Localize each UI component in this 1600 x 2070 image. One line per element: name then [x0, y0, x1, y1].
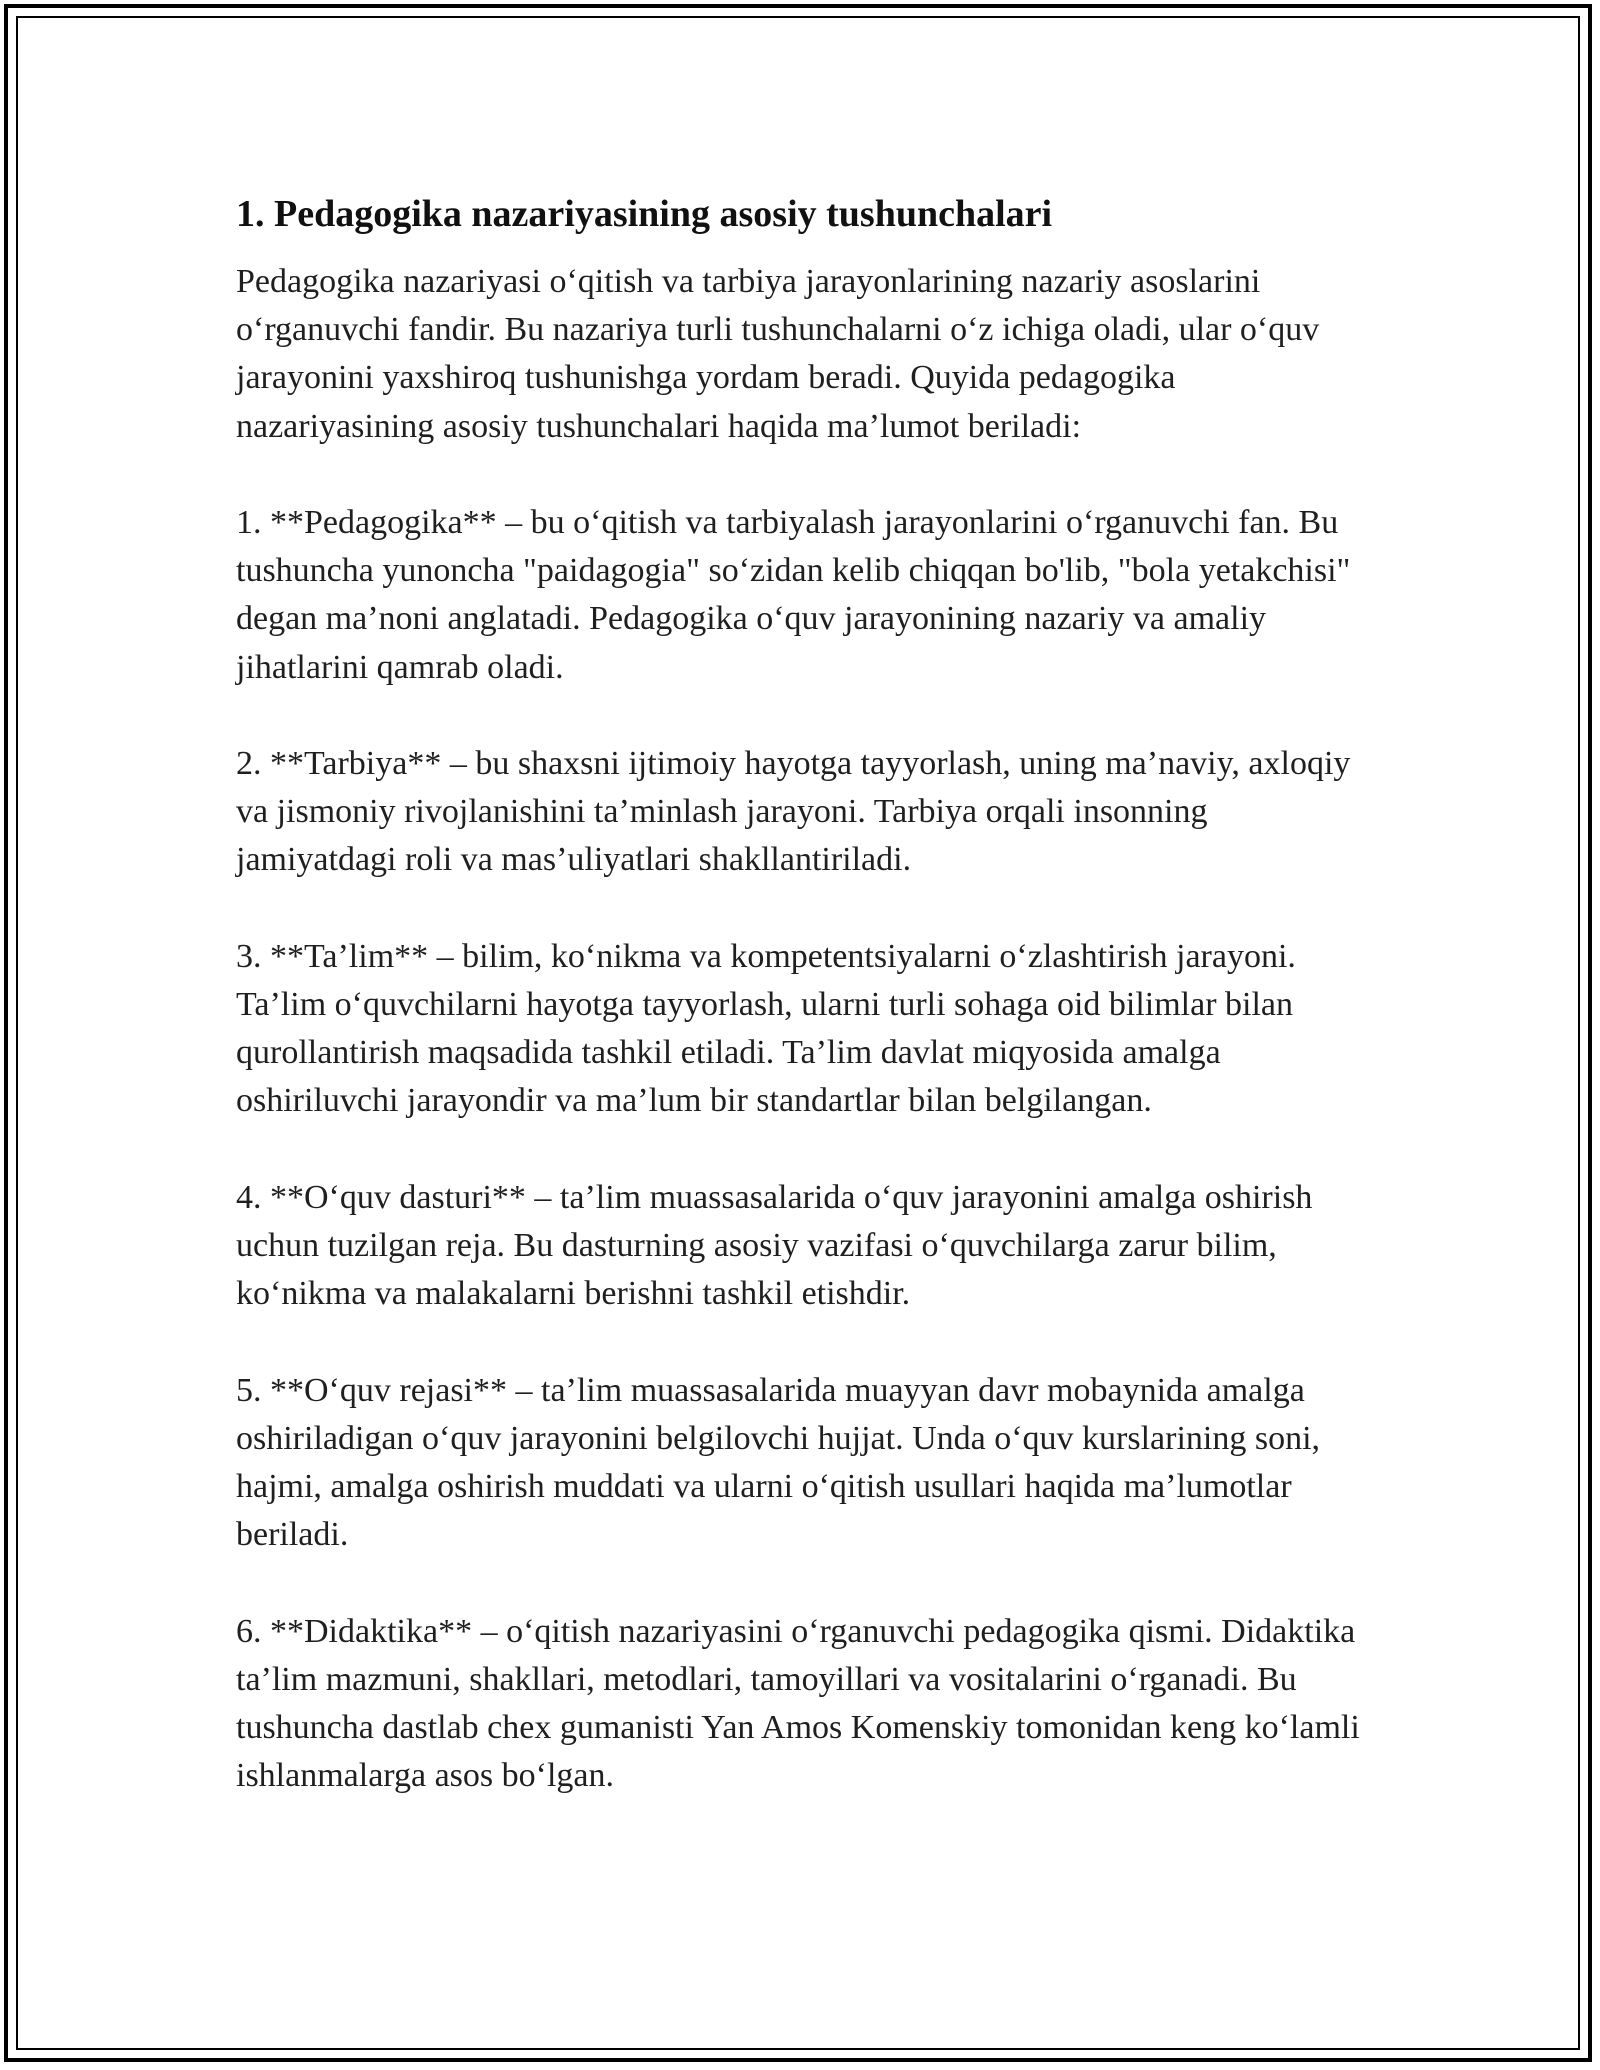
intro-paragraph: Pedagogika nazariyasi o‘qitish va tarbiya jarayonlarining nazariy asoslarini o‘rganuvchi fandir. Bu nazariya turli tushunchalarni o‘z ichiga oladi, ular o‘quv jarayonini yaxshiroq tushunishga yordam beradi. Quyida pedagogika nazariyasining asosiy tushunchalari haqida ma’lumot beriladi:	[236, 263, 1320, 445]
paragraph-didaktika: 6. **Didaktika** – o‘qitish nazariyasini o‘rganuvchi pedagogika qismi. Didaktika ta’lim mazmuni, shakllari, metodlari, tamoyillari va vositalarini o‘rganadi. Bu tushuncha dastlab chex gumanisti Yan Amos Komenskiy tomonidan keng ko‘lamli ishlanmalarga asos bo‘lgan.	[236, 1612, 1360, 1795]
paragraph-oquv-dasturi: 4. **O‘quv dasturi** – ta’lim muassasalarida o‘quv jarayonini amalga oshirish uchun tuzilgan reja. Bu dasturning asosiy vazifasi o‘quvchilarga zarur bilim, ko‘nikma va malakalarni berishni tashkil etishdir.	[236, 1178, 1313, 1313]
paragraph-tarbiya: 2. **Tarbiya** – bu shaxsni ijtimoiy hayotga tayyorlash, uning ma’naviy, axloqiy va jismoniy rivojlanishini ta’minlash jarayoni. Tarbiya orqali insonning jamiyatdagi roli va mas’uliyatlari shakllantiriladi.	[236, 745, 1351, 879]
paragraph-talim: 3. **Ta’lim** – bilim, ko‘nikma va kompetentsiyalarni o‘zlashtirish jarayoni. Ta’lim o‘quvchilarni hayotga tayyorlash, ularni turli sohaga oid bilimlar bilan qurollantirish maqsadida tashkil etiladi. Ta’lim davlat miqyosida amalga oshiriluvchi jarayondir va ma’lum bir standartlar bilan belgilangan.	[236, 937, 1296, 1120]
paragraph-pedagogika: 1. **Pedagogika** – bu o‘qitish va tarbiyalash jarayonlarini o‘rganuvchi fan. Bu tushuncha yunoncha "paidagogia" so‘zidan kelib chiqqan bo'lib, "bola yetakchisi" degan ma’noni anglatadi. Pedagogika o‘quv jarayonining nazariy va amaliy jihatlarini qamrab oladi.	[236, 504, 1351, 686]
paragraph-oquv-rejasi: 5. **O‘quv rejasi** – ta’lim muassasalarida muayyan davr mobaynida amalga oshiriladigan o‘quv jarayonini belgilovchi hujjat. Unda o‘quv kurslarining soni, hajmi, amalga oshirish muddati va ularni o‘qitish usullari haqida ma’lumotlar beriladi.	[236, 1371, 1321, 1554]
document-body	[236, 190, 1366, 1849]
section-title: 1. Pedagogika nazariyasining asosiy tushunchalari	[236, 193, 1053, 235]
